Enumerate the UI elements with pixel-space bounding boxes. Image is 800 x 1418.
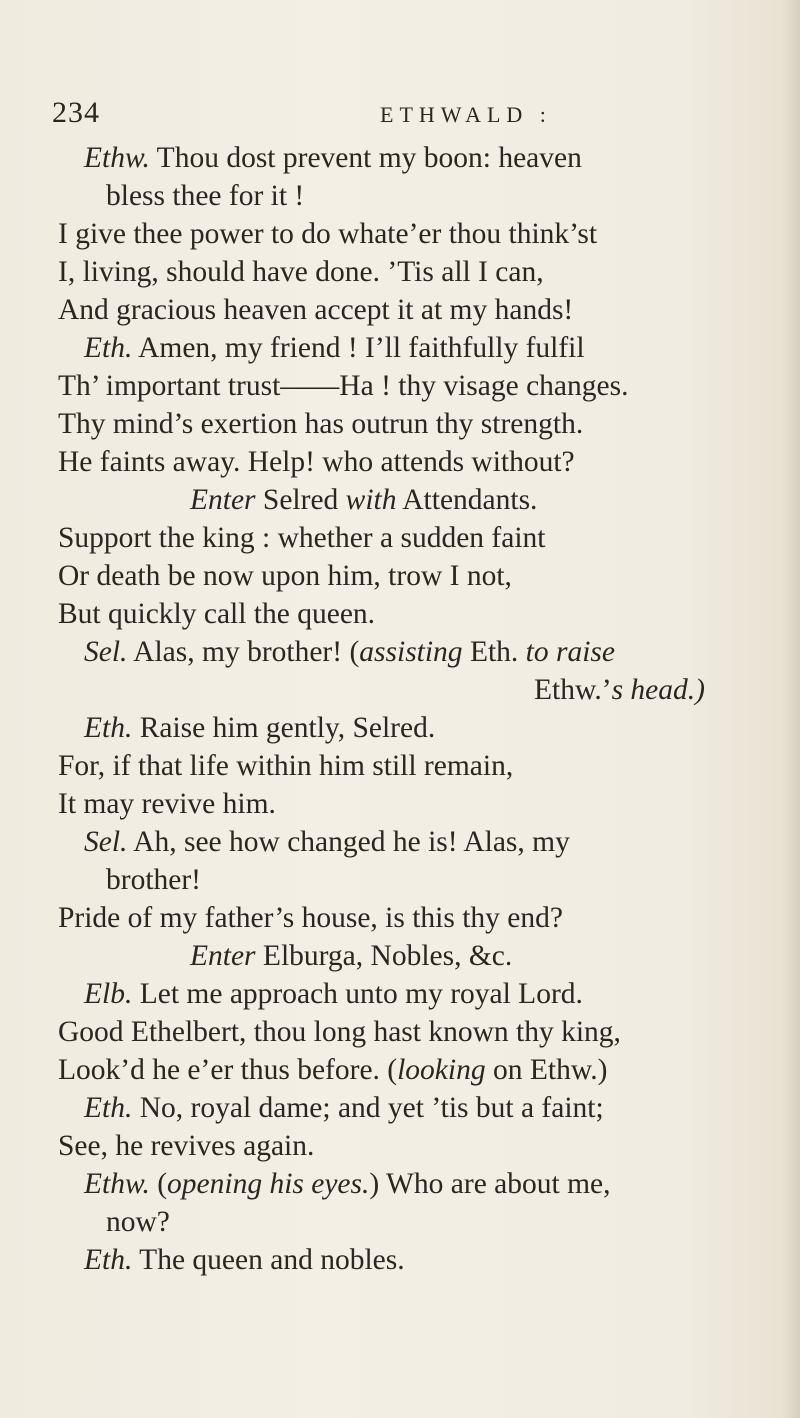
text-line (58, 786, 276, 822)
italic-segment: Sel. (84, 636, 128, 668)
text-segment: Let me approach unto my royal Lord. (132, 978, 583, 1010)
text-segment: He faints away. Help! who attends without? (58, 446, 575, 478)
text-segment: Th’ important trust——Ha ! thy visage changes. (58, 370, 629, 402)
text-line (106, 862, 201, 898)
text-line (58, 1128, 314, 1164)
page-edge-shadow (782, 0, 800, 1418)
text-segment: brother! (106, 864, 202, 896)
text-segment: Raise him gently, Selred. (132, 712, 436, 744)
text-line (84, 1090, 604, 1126)
page-number: 234 (52, 96, 100, 129)
text-line (84, 330, 585, 366)
text-line (58, 1052, 607, 1088)
text-segment: But quickly call the queen. (58, 598, 376, 630)
text-line (84, 710, 435, 746)
italic-segment: Ethw. (84, 142, 150, 174)
text-segment: Support the king : whether a sudden faint (58, 522, 546, 554)
italic-segment: Enter (190, 484, 256, 516)
italic-segment: to raise (525, 636, 615, 668)
italic-segment: with (345, 484, 397, 516)
text-line (58, 1014, 621, 1050)
text-line (190, 482, 537, 518)
text-segment: Elburga, Nobles, &c. (255, 940, 513, 972)
text-segment: on Ethw.) (485, 1054, 608, 1086)
text-segment: It may revive him. (58, 788, 276, 820)
text-segment: Thou dost prevent my boon: heaven (149, 142, 582, 174)
text-segment: Attendants. (396, 484, 538, 516)
text-line (84, 824, 570, 860)
text-segment: I give thee power to do whate’er thou think’st (58, 218, 598, 250)
italic-segment: Sel. (84, 826, 128, 858)
italic-segment: assisting (359, 636, 463, 668)
text-line (58, 254, 544, 290)
text-segment: Ah, see how changed he is! Alas, my (127, 826, 570, 858)
text-segment: Thy mind’s exertion has outrun thy strength. (58, 408, 584, 440)
running-title: ETHWALD : (380, 102, 552, 127)
text-segment: Good Ethelbert, thou long hast known thy king, (58, 1016, 621, 1048)
text-line (58, 406, 583, 442)
page-header (40, 96, 760, 136)
text-segment: Amen, my friend ! I’ll faithfully fulfil (132, 332, 585, 364)
text-segment: ( (149, 1168, 168, 1200)
text-line (58, 368, 628, 404)
italic-segment: Ethw. (84, 1168, 150, 1200)
text-segment: Eth. (462, 636, 526, 668)
text-line (106, 178, 304, 214)
text-segment: Selred (255, 484, 346, 516)
text-line (84, 1166, 611, 1202)
text-line (84, 976, 583, 1012)
text-segment: Pride of my father’s house, is this thy end? (58, 902, 563, 934)
text-line (106, 1204, 170, 1240)
italic-segment: Eth. (84, 1092, 133, 1124)
text-line (84, 634, 615, 670)
text-line (58, 292, 573, 328)
text-segment: now? (106, 1206, 170, 1238)
text-line (84, 140, 582, 176)
text-segment: ) Who are about me, (369, 1168, 611, 1200)
italic-segment: opening his eyes. (167, 1168, 370, 1200)
text-line (84, 1242, 405, 1278)
text-segment: See, he revives again. (58, 1130, 315, 1162)
italic-segment: Eth. (84, 332, 133, 364)
italic-segment: Eth. (84, 1244, 133, 1276)
italic-segment: looking (397, 1054, 486, 1086)
italic-segment: Enter (190, 940, 256, 972)
italic-segment: s head.) (611, 674, 705, 706)
text-line (190, 938, 512, 974)
text-line (58, 748, 513, 784)
text-line (58, 558, 512, 594)
text-segment: And gracious heaven accept it at my hands! (58, 294, 574, 326)
text-segment: Alas, my brother! ( (127, 636, 360, 668)
italic-segment: Eth. (84, 712, 133, 744)
text-segment: For, if that life within him still remain, (58, 750, 514, 782)
text-line (534, 672, 705, 708)
italic-segment: Elb. (84, 978, 133, 1010)
text-segment: I, living, should have done. ’Tis all I can, (58, 256, 544, 288)
text-line (58, 520, 545, 556)
text-line (58, 444, 575, 480)
text-line (58, 216, 597, 252)
text-segment: bless thee for it ! (106, 180, 305, 212)
text-line (58, 596, 375, 632)
text-segment: No, royal dame; and yet ’tis but a faint; (132, 1092, 604, 1124)
text-segment: Look’d he e’er thus before. ( (58, 1054, 398, 1086)
text-segment: The queen and nobles. (132, 1244, 405, 1276)
text-segment: Ethw.’ (534, 674, 612, 706)
text-segment: Or death be now upon him, trow I not, (58, 560, 512, 592)
text-line (58, 900, 563, 936)
